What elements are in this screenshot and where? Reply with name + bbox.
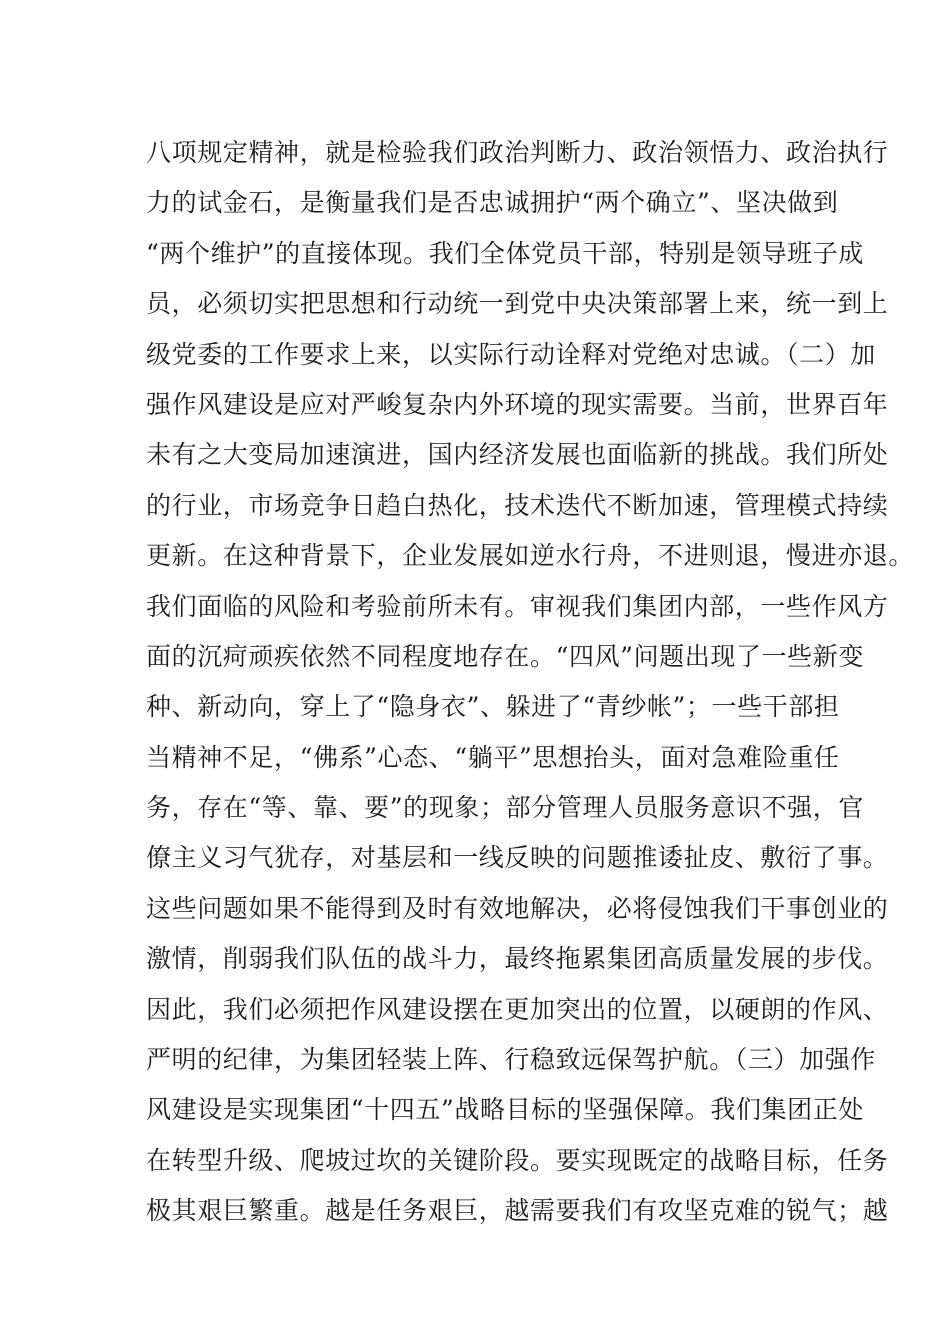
text-line: 这些问题如果不能得到及时有效地解决，必将侵蚀我们干事创业的 bbox=[146, 893, 889, 923]
text-line: 僚主义习气犹存，对基层和一线反映的问题推诿扯皮、敷衍了事。 bbox=[146, 843, 889, 873]
text-line: 我们面临的风险和考验前所未有。审视我们集团内部，一些作风方 bbox=[146, 591, 889, 621]
text-line: 的行业，市场竞争日趋白热化，技术迭代不断加速，管理模式持续 bbox=[146, 490, 889, 520]
text-line: 面的沉疴顽疾依然不同程度地存在。“四风”问题出现了一些新变 bbox=[146, 641, 864, 671]
text-line: 在转型升级、爬坡过坎的关键阶段。要实现既定的战略目标，任务 bbox=[146, 1145, 889, 1175]
body-text bbox=[146, 128, 915, 1237]
text-line: 未有之大变局加速演进，国内经济发展也面临新的挑战。我们所处 bbox=[146, 440, 889, 470]
text-line: 严明的纪律，为集团轻装上阵、行稳致远保驾护航。（三）加强作 bbox=[146, 1045, 876, 1075]
text-line: “两个维护”的直接体现。我们全体党员干部，特别是领导班子成 bbox=[146, 238, 864, 268]
text-line: 风建设是实现集团“十四五”战略目标的坚强保障。我们集团正处 bbox=[146, 1095, 864, 1125]
text-line: 极其艰巨繁重。越是任务艰巨，越需要我们有攻坚克难的锐气；越 bbox=[146, 1196, 889, 1226]
text-line: 务，存在“等、靠、要”的现象；部分管理人员服务意识不强，官 bbox=[146, 793, 864, 823]
text-line: 当精神不足，“佛系”心态、“躺平”思想抬头，面对急难险重任 bbox=[146, 742, 840, 772]
text-line: 力的试金石，是衡量我们是否忠诚拥护“两个确立”、坚决做到 bbox=[146, 188, 839, 218]
text-line: 种、新动向，穿上了“隐身衣”、躲进了“青纱帐”；一些干部担 bbox=[146, 692, 840, 722]
text-line: 级党委的工作要求上来，以实际行动诠释对党绝对忠诚。（二）加 bbox=[146, 339, 876, 369]
text-line: 强作风建设是应对严峻复杂内外环境的现实需要。当前，世界百年 bbox=[146, 389, 889, 419]
text-line: 因此，我们必须把作风建设摆在更加突出的位置，以硬朗的作风、 bbox=[146, 994, 889, 1024]
text-line: 八项规定精神，就是检验我们政治判断力、政治领悟力、政治执行 bbox=[146, 138, 889, 167]
text-line: 更新。在这种背景下，企业发展如逆水行舟，不进则退，慢进亦退。 bbox=[146, 541, 915, 571]
text-line: 激情，削弱我们队伍的战斗力，最终拖累集团高质量发展的步伐。 bbox=[146, 944, 889, 974]
text-line: 员，必须切实把思想和行动统一到党中央决策部署上来，统一到上 bbox=[146, 289, 889, 319]
